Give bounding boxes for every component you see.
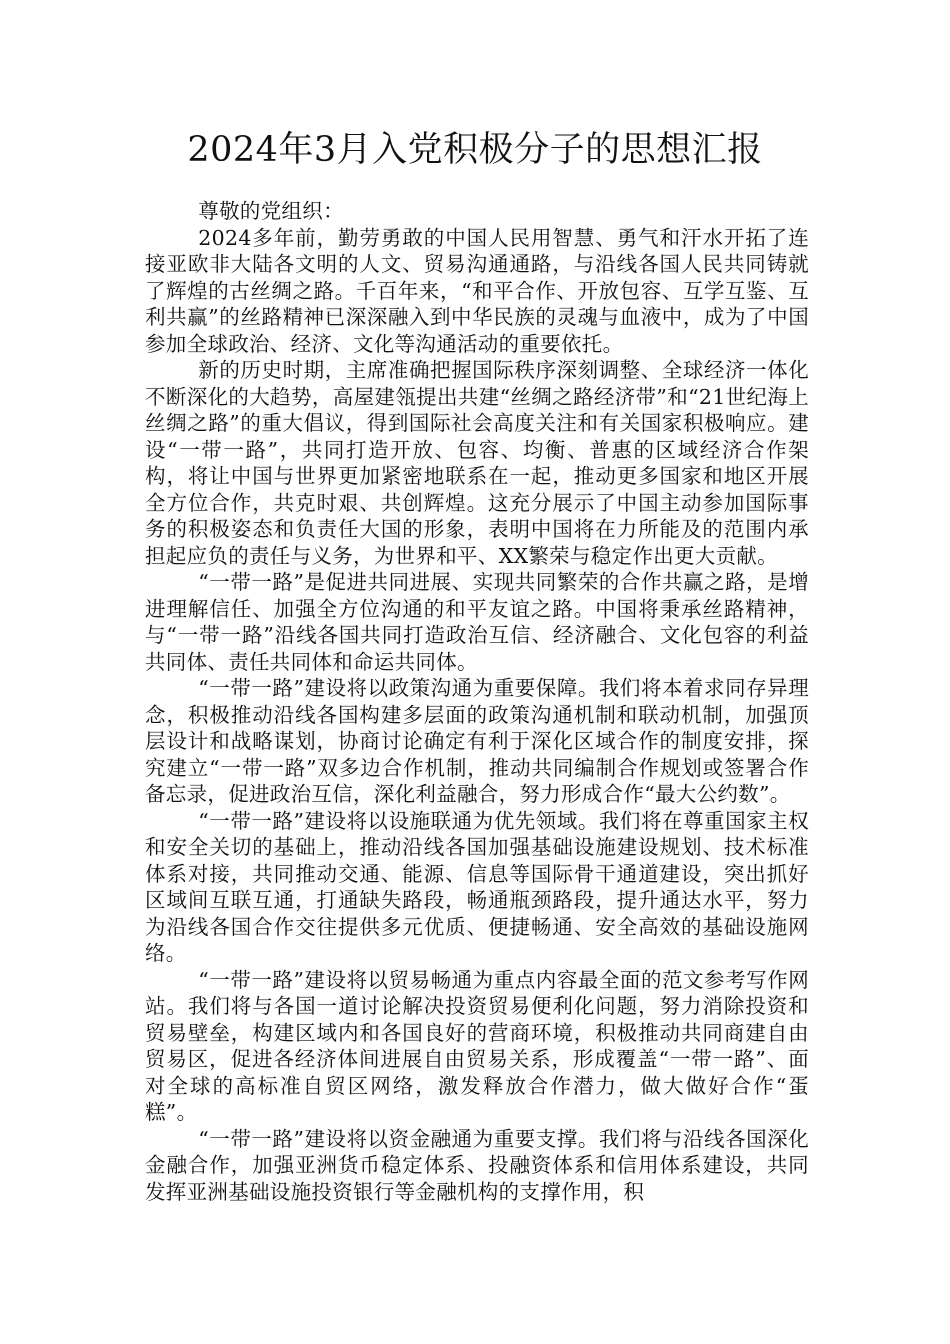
document-body bbox=[145, 198, 809, 1205]
salutation: 尊敬的党组织： bbox=[198, 199, 344, 223]
paragraph: “一带一路”是促进共同进展、实现共同繁荣的合作共赢之路，是增进理解信任、加强全方位沟通的和平友谊之路。中国将秉承丝路精神，与“一带一路”沿线各国共同打造政治互信、经济融合、文化包容的利益共同体、责任共同体和命运共同体。 bbox=[145, 570, 809, 674]
paragraph: 新的历史时期，主席准确把握国际秩序深刻调整、全球经济一体化不断深化的大趋势，高屋建瓴提出共建“丝绸之路经济带”和“21世纪海上丝绸之路”的重大倡议，得到国际社会高度关注和有关国家积极响应。建设“一带一路”，共同打造开放、包容、均衡、普惠的区域经济合作架构，将让中国与世界更加紧密地联系在一起，推动更多国家和地区开展全方位合作，共克时艰、共创辉煌。这充分展示了中国主动参加国际事务的积极姿态和负责任大国的形象，表明中国将在力所能及的范围内承担起应负的责任与义务，为世界和平、XX繁荣与稳定作出更大贡献。 bbox=[145, 358, 809, 568]
paragraph: “一带一路”建设将以政策沟通为重要保障。我们将本着求同存异理念，积极推动沿线各国构建多层面的政策沟通机制和联动机制，加强顶层设计和战略谋划，协商讨论确定有利于深化区域合作的制度安排，探究建立“一带一路”双多边合作机制，推动共同编制合作规划或签署合作备忘录，促进政治互信，深化利益融合，努力形成合作“最大公约数”。 bbox=[145, 676, 809, 806]
paragraph: “一带一路”建设将以设施联通为优先领域。我们将在尊重国家主权和安全关切的基础上，推动沿线各国加强基础设施建设规划、技术标准体系对接，共同推动交通、能源、信息等国际骨干通道建设，突出抓好区域间互联互通，打通缺失路段，畅通瓶颈路段，提升通达水平，努力为沿线各国合作交往提供多元优质、便捷畅通、安全高效的基础设施网络。 bbox=[145, 808, 809, 965]
paragraph: “一带一路”建设将以资金融通为重要支撑。我们将与沿线各国深化金融合作，加强亚洲货币稳定体系、投融资体系和信用体系建设，共同发挥亚洲基础设施投资银行等金融机构的支撑作用，积 bbox=[145, 1126, 809, 1204]
document-title: 2024年3月入党积极分子的思想汇报 bbox=[187, 130, 763, 170]
paragraph: “一带一路”建设将以贸易畅通为重点内容最全面的范文参考写作网站。我们将与各国一道讨论解决投资贸易便利化问题，努力消除投资和贸易壁垒，构建区域内和各国良好的营商环境，积极推动共同商建自由贸易区，促进各经济体间进展自由贸易关系，形成覆盖“一带一路”、面对全球的高标准自贸区网络，激发释放合作潜力，做大做好合作“蛋糕”。 bbox=[145, 967, 809, 1124]
paragraph: 2024多年前，勤劳勇敢的中国人民用智慧、勇气和汗水开拓了连接亚欧非大陆各文明的人文、贸易沟通通路，与沿线各国人民共同铸就了辉煌的古丝绸之路。千百年来，“和平合作、开放包容、互学互鉴、互利共赢”的丝路精神已深深融入到中华民族的灵魂与血液中，成为了中国参加全球政治、经济、文化等沟通活动的重要依托。 bbox=[145, 225, 809, 356]
